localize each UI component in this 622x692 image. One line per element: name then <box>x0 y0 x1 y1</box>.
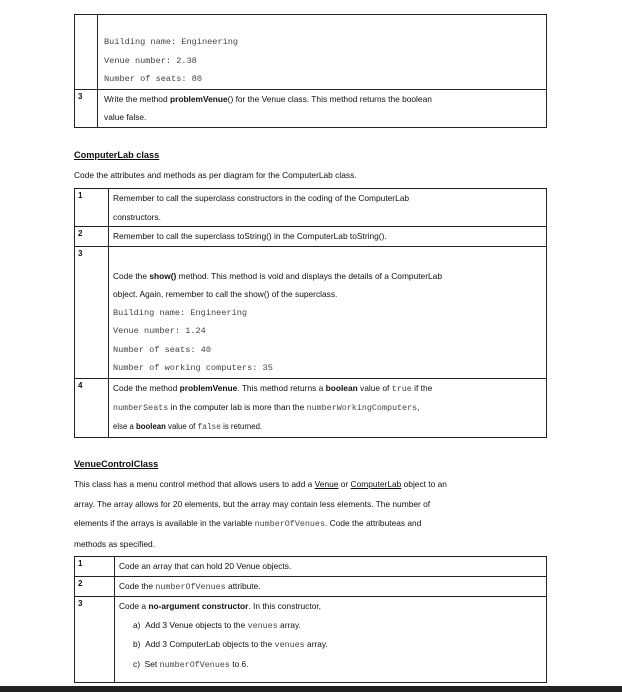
task-cell <box>109 227 547 247</box>
table-row <box>75 15 547 90</box>
task-text: Code the show() method. This method is void and displays the details of a ComputerLab <box>113 270 442 281</box>
list-item: a) Add 3 Venue objects to the venues array. <box>133 619 301 631</box>
example-line: Venue number: 2.38 <box>104 55 197 66</box>
row-number: 1 <box>75 189 109 227</box>
row-number: 3 <box>75 246 109 378</box>
task-text: constructors. <box>113 211 161 222</box>
task-cell <box>115 597 547 683</box>
page-bottom-border <box>0 686 622 692</box>
example-line: Building name: Engineering <box>104 37 239 47</box>
venuecontrol-task-table <box>74 556 547 683</box>
paragraph-line: methods as specified. <box>74 538 156 549</box>
example-line: Number of seats: 40 <box>113 344 211 355</box>
task-cell <box>98 89 547 127</box>
task-text: Write the method problemVenue() for the Venue class. This method returns the boolean <box>104 93 432 104</box>
example-line: Number of seats: 80 <box>104 74 202 84</box>
task-cell <box>115 557 547 577</box>
table-row <box>75 576 547 597</box>
example-line: Building name: Engineering <box>113 307 248 318</box>
table-row <box>75 89 547 127</box>
task-text: Remember to call the superclass toString() in the ComputerLab toString(). <box>113 231 387 241</box>
computerlab-intro: Code the attributes and methods as per diagram for the ComputerLab class. <box>74 170 357 180</box>
row-number: 2 <box>75 227 109 247</box>
example-line: Venue number: 1.24 <box>113 326 206 336</box>
task-text: Code the method problemVenue. This method returns a boolean value of true if the <box>113 382 433 394</box>
task-cell <box>109 189 547 227</box>
row-number-cell <box>75 15 98 90</box>
table-row <box>75 597 547 683</box>
task-text: else a boolean value of false is returned. <box>113 421 263 432</box>
row-number: 3 <box>75 597 115 683</box>
task-text: Code a no-argument constructor. In this constructor, <box>119 601 322 611</box>
task-text: Code the numberOfVenues attribute. <box>119 580 261 592</box>
paragraph-line: elements if the arrays is available in the variable numberOfVenues. Code the attributeas and <box>74 518 422 530</box>
table-row <box>75 557 547 577</box>
row-number: 3 <box>75 89 98 127</box>
computerlab-task-table <box>74 188 547 438</box>
list-item: b) Add 3 ComputerLab objects to the venues array. <box>133 639 328 650</box>
task-cell <box>109 378 547 438</box>
example-output-cell <box>98 15 547 90</box>
venue-task-table <box>74 14 547 128</box>
table-row <box>75 227 547 247</box>
table-row <box>75 246 547 378</box>
row-number: 2 <box>75 576 115 597</box>
paragraph-line: array. The array allows for 20 elements, but the array may contain less elements. The number of <box>74 498 431 509</box>
table-row <box>75 189 547 227</box>
task-text: Remember to call the superclass constructors in the coding of the ComputerLab <box>113 193 410 203</box>
row-number: 1 <box>75 557 115 577</box>
venuecontrol-heading: VenueControlClass <box>74 459 159 469</box>
example-line: Number of working computers: 35 <box>113 363 273 373</box>
task-text: numberSeats in the computer lab is more than the numberWorkingComputers, <box>113 402 420 413</box>
list-item: c) Set numberOfVenues to 6. <box>133 658 249 670</box>
task-text: Code an array that can hold 20 Venue objects. <box>119 561 292 571</box>
venuecontrol-description <box>74 475 547 554</box>
task-text: object. Again, remember to call the show() of the superclass. <box>113 289 338 299</box>
row-number: 4 <box>75 378 109 438</box>
task-cell <box>109 246 547 378</box>
computerlab-heading: ComputerLab class <box>74 150 160 160</box>
table-row <box>75 378 547 438</box>
task-text: value false. <box>104 112 147 122</box>
task-cell <box>115 576 547 597</box>
paragraph-line: This class has a menu control method that allows users to add a Venue or ComputerLab object to an <box>74 479 447 489</box>
